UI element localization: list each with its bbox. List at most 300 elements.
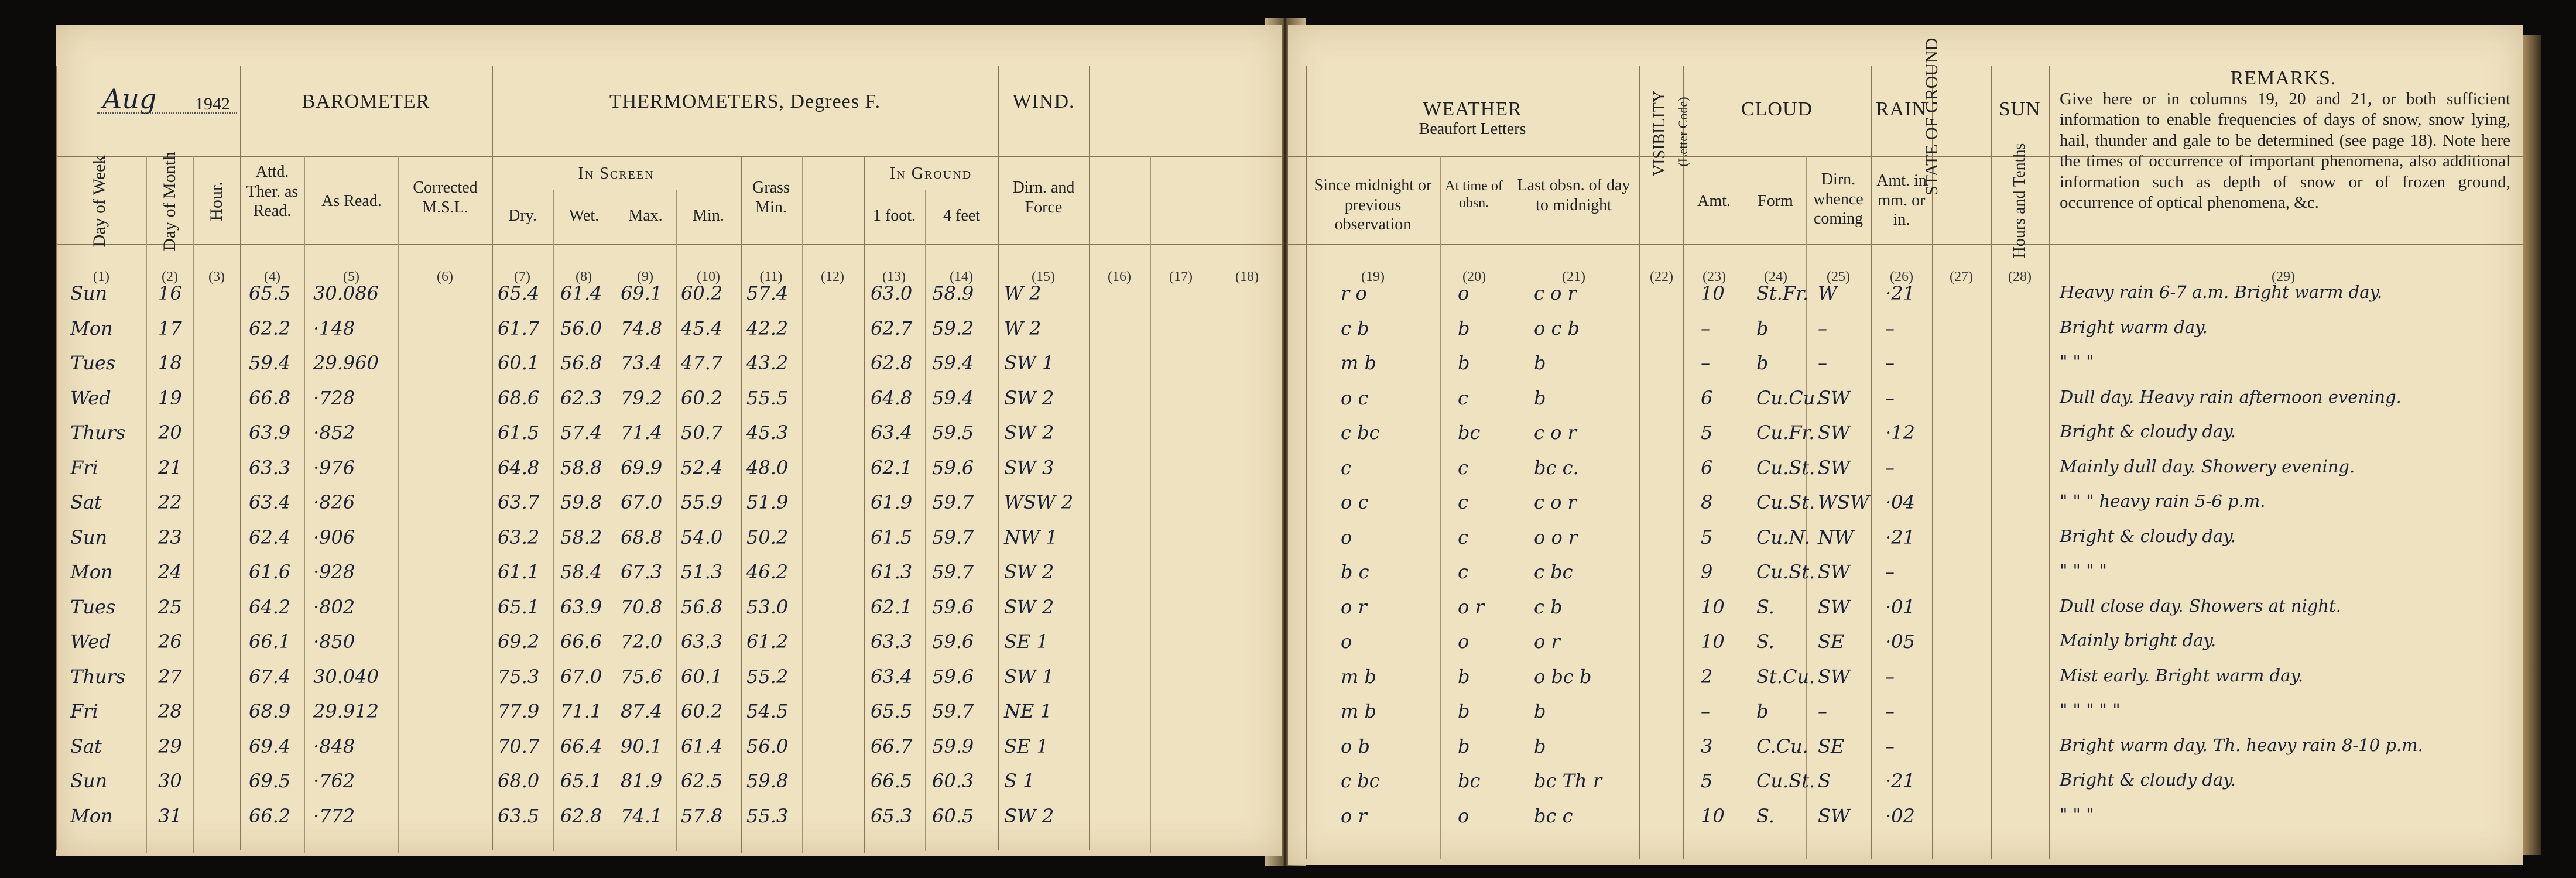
wind-cell: SE 1	[1004, 735, 1049, 757]
ground-4ft-cell: 59.9	[932, 735, 974, 757]
min-temp-cell: 45.4	[681, 317, 723, 339]
max-header: Max.	[628, 207, 663, 225]
rain-amount-cell: ·21	[1885, 770, 1915, 792]
wind-cell: S 1	[1004, 770, 1035, 792]
dry-temp-cell: 63.5	[498, 804, 540, 827]
wet-temp-cell: 57.4	[560, 421, 602, 444]
wet-temp-cell: 58.4	[560, 561, 602, 583]
cloud-direction-cell: SW	[1818, 665, 1850, 688]
max-temp-cell: 70.8	[621, 595, 663, 618]
cloud-form-cell: St.Fr.	[1756, 282, 1809, 304]
rain-amount-cell: –	[1885, 665, 1895, 688]
remark-cell: " " " heavy rain 5-6 p.m.	[2060, 491, 2266, 511]
column-number: (24)	[1764, 269, 1787, 284]
remark-cell: " " "	[2060, 352, 2094, 372]
cloud-amount-cell: –	[1701, 700, 1710, 722]
weather-at-cell: b	[1458, 735, 1470, 757]
ground-4ft-cell: 59.7	[932, 700, 974, 722]
col-line	[398, 156, 399, 853]
day-of-week-cell: Fri	[70, 700, 98, 722]
remark-cell: Bright warm day.	[2060, 317, 2208, 337]
barometer-reading-cell: ·148	[313, 317, 355, 339]
dry-temp-cell: 60.1	[498, 352, 540, 374]
attd-ther-header: Attd. Ther. as Read.	[246, 163, 299, 221]
cloud-direction-cell: SW	[1818, 386, 1850, 409]
day-of-month-cell: 23	[158, 526, 182, 548]
col-line	[56, 66, 57, 850]
rain-amount-cell: –	[1885, 317, 1895, 339]
column-number: (3)	[208, 269, 225, 284]
cloud-form-cell: S.	[1756, 595, 1775, 618]
day-of-month-cell: 19	[158, 386, 182, 409]
weather-at-cell: c	[1458, 456, 1468, 479]
at-time-header: At time of obsn.	[1445, 179, 1503, 211]
ground-4ft-cell: 59.6	[932, 456, 974, 479]
dry-temp-cell: 75.3	[498, 665, 540, 688]
wet-temp-cell: 67.0	[560, 665, 602, 688]
weather-last-cell: bc c.	[1534, 456, 1579, 479]
column-number: (22)	[1650, 269, 1673, 284]
max-temp-cell: 69.9	[621, 456, 663, 479]
cloud-amount-cell: 5	[1701, 421, 1713, 444]
ground-1ft-cell: 66.5	[871, 770, 913, 792]
weather-since-cell: m b	[1341, 700, 1376, 722]
min-temp-cell: 51.3	[681, 561, 723, 583]
cloud-amt-header: Amt.	[1697, 192, 1731, 210]
attd-ther-cell: 63.3	[249, 456, 291, 479]
cloud-direction-cell: –	[1818, 317, 1827, 339]
column-number: (28)	[2008, 269, 2032, 284]
column-number: (26)	[1890, 269, 1913, 284]
cloud-form-cell: S.	[1756, 804, 1775, 827]
wet-temp-cell: 59.8	[560, 491, 602, 513]
min-temp-cell: 55.9	[681, 491, 723, 513]
dry-temp-cell: 68.6	[498, 386, 540, 409]
last-obs-header: Last obsn. of day to midnight	[1517, 176, 1630, 214]
grass-min-cell: 43.2	[746, 352, 789, 374]
header-bottom-rule	[1288, 244, 2523, 245]
column-number: (17)	[1169, 269, 1193, 284]
min-temp-cell: 54.0	[681, 526, 723, 548]
wind-header: WIND.	[1012, 91, 1075, 112]
weather-last-cell: c o r	[1534, 421, 1577, 444]
day-of-week-cell: Sun	[70, 282, 108, 304]
weather-at-cell: b	[1458, 665, 1470, 688]
in-ground-header: In Ground	[889, 164, 972, 183]
cloud-form-cell: C.Cu.	[1756, 735, 1808, 757]
remark-cell: Dull day. Heavy rain afternoon evening.	[2060, 386, 2402, 407]
barometer-reading-cell: 29.960	[313, 352, 379, 374]
weather-since-cell: m b	[1341, 352, 1376, 374]
weather-at-cell: b	[1458, 700, 1470, 722]
day-of-month-cell: 30	[158, 770, 182, 792]
day-of-week-cell: Mon	[70, 804, 113, 827]
cloud-amount-cell: –	[1701, 317, 1710, 339]
grass-min-cell: 48.0	[746, 456, 789, 479]
grass-min-cell: 61.2	[746, 630, 789, 653]
barometer-reading-cell: ·802	[313, 595, 355, 618]
attd-ther-cell: 69.5	[249, 770, 291, 792]
col-line	[193, 156, 194, 853]
attd-ther-cell: 68.9	[249, 700, 291, 722]
cloud-form-cell: Cu.St.	[1756, 491, 1815, 513]
cloud-form-cell: Cu.Cu.	[1756, 386, 1821, 409]
attd-ther-cell: 64.2	[249, 595, 291, 618]
cloud-direction-cell: SW	[1818, 561, 1850, 583]
cloud-form-cell: b	[1756, 352, 1769, 374]
ground-1ft-cell: 63.3	[871, 630, 913, 653]
cloud-amount-cell: 9	[1701, 561, 1713, 583]
weather-since-cell: b c	[1341, 561, 1369, 583]
attd-ther-cell: 63.9	[249, 421, 291, 444]
day-of-month-cell: 17	[158, 317, 182, 339]
sun-header: SUN	[1999, 98, 2041, 120]
day-of-month-cell: 16	[158, 282, 182, 304]
attd-ther-cell: 59.4	[249, 352, 291, 374]
cloud-direction-cell: SE	[1818, 735, 1845, 757]
ground-1ft-cell: 61.5	[871, 526, 913, 548]
attd-ther-cell: 61.6	[249, 561, 291, 583]
day-of-week-cell: Wed	[70, 630, 111, 653]
date-dotted-line	[97, 112, 237, 114]
rain-amount-cell: –	[1885, 561, 1895, 583]
weather-at-cell: o	[1458, 804, 1469, 827]
wind-cell: SW 3	[1004, 456, 1054, 479]
dry-temp-cell: 64.8	[498, 456, 540, 479]
weather-last-cell: c b	[1534, 595, 1563, 618]
col-line	[925, 190, 926, 851]
rain-amount-cell: –	[1885, 456, 1895, 479]
cloud-amount-cell: –	[1701, 352, 1710, 374]
cloud-direction-cell: SE	[1818, 630, 1845, 653]
in-screen-header: In Screen	[578, 164, 655, 183]
day-of-week-cell: Sat	[70, 491, 102, 513]
min-temp-cell: 62.5	[681, 770, 723, 792]
weather-at-cell: c	[1458, 386, 1468, 409]
barometer-reading-cell: ·826	[313, 491, 355, 513]
column-number: (29)	[2272, 269, 2295, 284]
day-of-month-cell: 27	[158, 665, 182, 688]
cloud-amount-cell: 10	[1701, 804, 1725, 827]
col-line	[802, 156, 803, 853]
day-of-month-cell: 31	[158, 804, 182, 827]
cloud-direction-cell: SW	[1818, 421, 1850, 444]
min-temp-cell: 61.4	[681, 735, 723, 757]
ground-4ft-cell: 59.2	[932, 317, 974, 339]
rain-amount-cell: ·05	[1885, 630, 1915, 653]
dry-temp-cell: 77.9	[498, 700, 540, 722]
column-number: (15)	[1032, 269, 1055, 284]
weather-since-cell: o c	[1341, 491, 1369, 513]
weather-at-cell: bc	[1458, 421, 1481, 444]
remark-cell: Heavy rain 6-7 a.m. Bright warm day.	[2060, 282, 2383, 302]
ground-4ft-cell: 59.5	[932, 421, 974, 444]
weather-last-cell: b	[1534, 352, 1546, 374]
col-line	[240, 66, 241, 850]
grass-min-cell: 51.9	[746, 491, 789, 513]
barometer-header: BAROMETER	[302, 91, 430, 112]
remark-cell: Mainly bright day.	[2060, 630, 2217, 650]
min-temp-cell: 50.7	[681, 421, 723, 444]
ground-4ft-cell: 59.4	[932, 352, 974, 374]
remark-cell: " " " "	[2060, 561, 2108, 581]
col-line	[676, 190, 677, 851]
column-number: (16)	[1108, 269, 1131, 284]
wet-temp-cell: 58.8	[560, 456, 602, 479]
min-temp-cell: 60.1	[681, 665, 723, 688]
sun-hours-header: Hours and Tenths	[2010, 143, 2029, 259]
max-temp-cell: 90.1	[621, 735, 663, 757]
cloud-amount-cell: 8	[1701, 491, 1713, 513]
cloud-form-cell: b	[1756, 317, 1769, 339]
col-line	[1150, 156, 1151, 853]
weather-last-cell: o o r	[1534, 526, 1578, 548]
cloud-amount-cell: 6	[1701, 386, 1713, 409]
dry-header: Dry.	[508, 207, 537, 225]
day-of-month-cell: 20	[158, 421, 182, 444]
max-temp-cell: 79.2	[621, 386, 663, 409]
day-of-week-cell: Thurs	[70, 665, 126, 688]
cloud-direction-cell: NW	[1818, 526, 1854, 548]
remark-cell: Bright & cloudy day.	[2060, 421, 2236, 441]
hour-header: Hour.	[207, 181, 226, 221]
remarks-instructions: Give here or in columns 19, 20 and 21, or both sufficient information to enable frequencies of days of snow, snow lying, hail, thunder and gale to be determined (see page 18). Note here the times of occurrence of important phenomena, also additional information such as depth of snow or of frozen ground, occurrence of optical phenomena, &c.	[2060, 90, 2510, 212]
attd-ther-cell: 67.4	[249, 665, 291, 688]
barometer-reading-cell: ·772	[313, 804, 355, 827]
rain-amt-header: Amt. in mm. or in.	[1876, 172, 1927, 229]
ground-1ft-cell: 65.5	[871, 700, 913, 722]
remark-cell: Mainly dull day. Showery evening.	[2060, 456, 2355, 476]
remark-cell: Bright warm day. Th. heavy rain 8-10 p.m.	[2060, 735, 2423, 755]
dry-temp-cell: 69.2	[498, 630, 540, 653]
attd-ther-cell: 66.8	[249, 386, 291, 409]
barometer-reading-cell: ·850	[313, 630, 355, 653]
cloud-amount-cell: 3	[1701, 735, 1713, 757]
wet-header: Wet.	[568, 207, 600, 225]
max-temp-cell: 74.8	[621, 317, 663, 339]
weather-last-cell: bc c	[1534, 804, 1573, 827]
weather-at-cell: o r	[1458, 595, 1484, 618]
weather-last-cell: c bc	[1534, 561, 1573, 583]
rain-amount-cell: ·02	[1885, 804, 1915, 827]
dry-temp-cell: 68.0	[498, 770, 540, 792]
column-number: (7)	[514, 269, 530, 284]
dry-temp-cell: 61.7	[498, 317, 540, 339]
barometer-reading-cell: ·762	[313, 770, 355, 792]
attd-ther-cell: 66.1	[249, 630, 291, 653]
grass-min-cell: 50.2	[746, 526, 789, 548]
weather-last-cell: b	[1534, 386, 1546, 409]
cloud-form-header: Form	[1758, 192, 1793, 210]
wind-cell: SW 1	[1004, 352, 1054, 374]
weather-since-cell: m b	[1341, 665, 1376, 688]
remark-cell: Bright & cloudy day.	[2060, 526, 2236, 546]
remark-cell: Bright & cloudy day.	[2060, 770, 2236, 790]
cloud-direction-cell: –	[1818, 352, 1827, 374]
weather-last-cell: b	[1534, 700, 1546, 722]
barometer-reading-cell: 30.040	[313, 665, 379, 688]
attd-ther-cell: 62.2	[249, 317, 291, 339]
day-of-week-cell: Sun	[70, 770, 108, 792]
rain-amount-cell: ·12	[1885, 421, 1915, 444]
col-line	[741, 156, 742, 853]
wet-temp-cell: 62.3	[560, 386, 602, 409]
grass-min-cell: 56.0	[746, 735, 789, 757]
ground-1ft-cell: 66.7	[871, 735, 913, 757]
column-number: (12)	[821, 269, 844, 284]
cloud-form-cell: Cu.St.	[1756, 770, 1815, 792]
day-of-week-header: Day of Week	[90, 155, 109, 248]
weather-at-cell: bc	[1458, 770, 1481, 792]
cloud-direction-cell: SW	[1818, 456, 1850, 479]
min-header: Min.	[693, 207, 724, 225]
grass-min-cell: 55.3	[746, 804, 789, 827]
ground-4ft-cell: 59.6	[932, 665, 974, 688]
col-line	[1639, 66, 1640, 859]
weather-header: WEATHER	[1423, 98, 1522, 120]
cloud-direction-cell: S	[1818, 770, 1831, 792]
cloud-form-cell: Cu.St.	[1756, 561, 1815, 583]
day-of-month-cell: 25	[158, 595, 182, 618]
ground-1ft-cell: 63.4	[871, 665, 913, 688]
remark-cell: " " "	[2060, 804, 2094, 825]
remark-cell: Dull close day. Showers at night.	[2060, 595, 2341, 616]
max-temp-cell: 71.4	[621, 421, 663, 444]
weather-at-cell: b	[1458, 352, 1470, 374]
min-temp-cell: 63.3	[681, 630, 723, 653]
wind-cell: W 2	[1004, 317, 1042, 339]
state-of-ground-header: STATE OF GROUND	[1922, 37, 1941, 196]
weather-since-cell: c	[1341, 456, 1351, 479]
ground-4ft-cell: 59.7	[932, 561, 974, 583]
wind-cell: WSW 2	[1004, 491, 1074, 513]
weather-since-cell: c bc	[1341, 421, 1380, 444]
column-number: (5)	[343, 269, 359, 284]
wet-temp-cell: 61.4	[560, 282, 602, 304]
col-line	[304, 156, 305, 853]
weather-since-cell: o	[1341, 630, 1352, 653]
remarks-title: REMARKS.	[2230, 67, 2337, 89]
wet-temp-cell: 66.6	[560, 630, 602, 653]
attd-ther-cell: 63.4	[249, 491, 291, 513]
day-of-week-cell: Thurs	[70, 421, 126, 444]
ground-4ft-cell: 59.6	[932, 630, 974, 653]
ground-1ft-cell: 61.3	[871, 561, 913, 583]
cloud-form-cell: Cu.N.	[1756, 526, 1810, 548]
grass-min-cell: 42.2	[746, 317, 789, 339]
col-line	[998, 66, 999, 850]
ground-4ft-cell: 60.3	[932, 770, 974, 792]
beaufort-header: Beaufort Letters	[1419, 120, 1526, 138]
weather-last-cell: o c b	[1534, 317, 1580, 339]
min-temp-cell: 47.7	[681, 352, 723, 374]
max-temp-cell: 72.0	[621, 630, 663, 653]
weather-at-cell: c	[1458, 561, 1468, 583]
wind-cell: SE 1	[1004, 630, 1049, 653]
column-number: (21)	[1562, 269, 1585, 284]
col-line	[553, 190, 554, 851]
day-of-week-cell: Tues	[70, 352, 116, 374]
dry-temp-cell: 65.1	[498, 595, 540, 618]
cloud-form-cell: St.Cu.	[1756, 665, 1815, 688]
ground-4ft-cell: 60.5	[932, 804, 974, 827]
barometer-reading-cell: ·976	[313, 456, 355, 479]
grass-min-cell: 59.8	[746, 770, 789, 792]
weather-since-cell: o	[1341, 526, 1352, 548]
year-label: 1942	[195, 94, 230, 114]
visibility-header: VISIBILITY	[1650, 90, 1669, 177]
rain-amount-cell: –	[1885, 352, 1895, 374]
barometer-reading-cell: ·928	[313, 561, 355, 583]
ground-4ft-cell: 59.7	[932, 526, 974, 548]
min-temp-cell: 60.2	[681, 386, 723, 409]
grass-min-header: Grass Min.	[752, 179, 790, 217]
weather-at-cell: b	[1458, 317, 1470, 339]
book-edge	[2523, 35, 2541, 855]
cloud-amount-cell: 6	[1701, 456, 1713, 479]
ground-4ft-cell: 59.7	[932, 491, 974, 513]
weather-last-cell: bc Th r	[1534, 770, 1602, 792]
dirn-force-header: Dirn. and Force	[1012, 179, 1075, 217]
cloud-form-cell: S.	[1756, 630, 1775, 653]
barometer-reading-cell: 29.912	[313, 700, 379, 722]
day-of-month-cell: 28	[158, 700, 182, 722]
right-page	[1288, 25, 2523, 865]
rain-amount-cell: –	[1885, 735, 1895, 757]
barometer-reading-cell: ·728	[313, 386, 355, 409]
day-of-month-cell: 24	[158, 561, 182, 583]
min-temp-cell: 60.2	[681, 700, 723, 722]
cloud-amount-cell: 10	[1701, 282, 1725, 304]
attd-ther-cell: 66.2	[249, 804, 291, 827]
barometer-reading-cell: 30.086	[313, 282, 379, 304]
cloud-form-cell: Cu.Fr.	[1756, 421, 1815, 444]
weather-last-cell: o r	[1534, 630, 1560, 653]
cloud-direction-cell: W	[1818, 282, 1837, 304]
day-of-month-cell: 18	[158, 352, 182, 374]
dry-temp-cell: 61.1	[498, 561, 540, 583]
ground-4ft-cell: 59.6	[932, 595, 974, 618]
dry-temp-cell: 63.7	[498, 491, 540, 513]
cloud-direction-cell: WSW	[1818, 491, 1869, 513]
cloud-amount-cell: 5	[1701, 770, 1713, 792]
letter-code-header: (Letter Code)	[1676, 97, 1690, 167]
col-line	[1871, 66, 1872, 859]
max-temp-cell: 81.9	[621, 770, 663, 792]
dry-temp-cell: 65.4	[498, 282, 540, 304]
column-number: (10)	[697, 269, 720, 284]
max-temp-cell: 68.8	[621, 526, 663, 548]
ground-1ft-cell: 61.9	[871, 491, 913, 513]
weather-at-cell: c	[1458, 491, 1468, 513]
weather-at-cell: o	[1458, 630, 1469, 653]
weather-at-cell: o	[1458, 282, 1469, 304]
month-label: Aug	[102, 83, 157, 115]
day-of-month-cell: 22	[158, 491, 182, 513]
cloud-amount-cell: 5	[1701, 526, 1713, 548]
rain-amount-cell: ·04	[1885, 491, 1915, 513]
weather-last-cell: c o r	[1534, 282, 1577, 304]
barometer-reading-cell: ·848	[313, 735, 355, 757]
ground-4ft-cell: 58.9	[932, 282, 974, 304]
day-of-week-cell: Sun	[70, 526, 108, 548]
corrected-msl-header: Corrected M.S.L.	[413, 179, 478, 217]
day-of-week-cell: Wed	[70, 386, 111, 409]
col-line	[2049, 66, 2050, 859]
wet-temp-cell: 63.9	[560, 595, 602, 618]
ground-4ft-cell: 59.4	[932, 386, 974, 409]
max-temp-cell: 73.4	[621, 352, 663, 374]
